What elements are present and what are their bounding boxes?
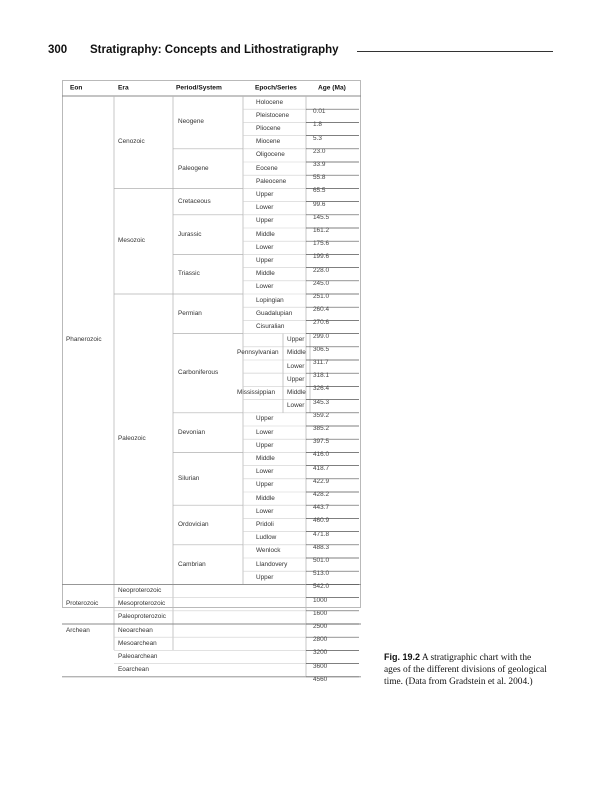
age-value: 65.5 (313, 187, 326, 195)
epoch-label: Lower (256, 243, 274, 251)
epoch-label: Miocene (256, 137, 281, 145)
epoch-label: Cisuralian (256, 322, 285, 330)
period-label: Devonian (178, 428, 206, 436)
age-value: 99.6 (313, 200, 326, 208)
era-label: Mesoproterozoic (118, 599, 166, 607)
epoch-label: Lower (256, 203, 274, 211)
epoch-label: Llandovery (256, 560, 288, 568)
age-value: 422.9 (313, 477, 329, 485)
age-value: 1000 (313, 596, 328, 604)
age-value: 385.2 (313, 424, 329, 432)
age-value: 416.0 (313, 451, 329, 459)
age-value: 33.9 (313, 160, 326, 168)
age-value: 0.01 (313, 107, 326, 115)
age-value: 428.2 (313, 490, 329, 498)
age-value: 1.8 (313, 121, 322, 129)
header-period: Period/System (176, 84, 222, 92)
period-label: Cambrian (178, 560, 206, 568)
epoch-label: Paleocene (256, 177, 287, 185)
caption-text: A stratigraphic chart with the ages of the different divisions of geological time. (Data from Gradstein et al. 2004.) (384, 653, 547, 687)
period-label: Neogene (178, 118, 204, 126)
epoch-label: Pridoli (256, 520, 274, 528)
age-value: 542.0 (313, 583, 329, 591)
age-value: 359.2 (313, 411, 329, 419)
age-value: 318.1 (313, 371, 329, 379)
epoch-label: Upper (256, 190, 274, 198)
age-value: 4560 (313, 675, 328, 683)
age-value: 2800 (313, 635, 328, 643)
epoch-label: Middle (256, 454, 275, 462)
age-value: 251.0 (313, 292, 329, 300)
subperiod-label: Mississippian (237, 388, 276, 396)
period-label: Silurian (178, 474, 200, 482)
carboniferous-series-label: Middle (287, 349, 306, 357)
epoch-label: Ludlow (256, 533, 277, 541)
eon-label: Proterozoic (66, 599, 99, 607)
era-label: Eoarchean (118, 665, 149, 673)
header-era: Era (118, 84, 129, 92)
epoch-label: Upper (256, 256, 274, 264)
period-label: Permian (178, 309, 202, 317)
eon-label: Phanerozoic (66, 335, 102, 343)
age-value: 299.0 (313, 332, 329, 340)
carboniferous-series-label: Upper (287, 335, 305, 343)
epoch-label: Lower (256, 467, 274, 475)
era-label: Neoproterozoic (118, 586, 162, 594)
epoch-label: Lower (256, 507, 274, 515)
epoch-label: Pleistocene (256, 111, 290, 119)
epoch-label: Pliocene (256, 124, 281, 132)
era-label: Paleozoic (118, 434, 146, 442)
age-value: 397.5 (313, 437, 329, 445)
era-label: Mesoarchean (118, 639, 157, 647)
age-value: 471.8 (313, 530, 329, 538)
age-value: 3200 (313, 649, 328, 657)
age-value: 260.4 (313, 305, 329, 313)
epoch-label: Upper (256, 217, 274, 225)
period-label: Carboniferous (178, 368, 219, 376)
epoch-label: Lower (256, 428, 274, 436)
epoch-label: Upper (256, 481, 274, 489)
age-value: 228.0 (313, 266, 329, 274)
epoch-label: Lower (256, 283, 274, 291)
era-label: Paleoproterozoic (118, 613, 166, 621)
age-value: 245.0 (313, 279, 329, 287)
age-value: 161.2 (313, 226, 329, 234)
age-value: 175.6 (313, 239, 329, 247)
epoch-label: Eocene (256, 164, 278, 172)
epoch-label: Wenlock (256, 547, 281, 555)
age-value: 2500 (313, 622, 328, 630)
age-value: 345.3 (313, 398, 329, 406)
figure-label: Fig. 19.2 (384, 652, 421, 662)
chapter-title: Stratigraphy: Concepts and Lithostratigraphy (90, 44, 339, 56)
age-value: 145.5 (313, 213, 329, 221)
epoch-label: Guadalupian (256, 309, 293, 317)
period-label: Triassic (178, 269, 200, 277)
age-value: 1600 (313, 609, 328, 617)
era-label: Paleoarchean (118, 652, 158, 660)
age-value: 488.3 (313, 543, 329, 551)
age-value: 199.6 (313, 253, 329, 261)
epoch-label: Middle (256, 230, 275, 238)
era-label: Neoarchean (118, 626, 153, 634)
carboniferous-series-label: Lower (287, 362, 305, 370)
epoch-label: Middle (256, 494, 275, 502)
era-label: Cenozoic (118, 137, 145, 145)
carboniferous-series-label: Upper (287, 375, 305, 383)
age-value: 23.0 (313, 147, 326, 155)
epoch-label: Middle (256, 269, 275, 277)
age-value: 311.7 (313, 358, 329, 366)
epoch-label: Upper (256, 441, 274, 449)
period-label: Ordovician (178, 520, 209, 528)
age-value: 326.4 (313, 385, 329, 393)
subperiod-label: Pennsylvanian (237, 349, 279, 357)
epoch-label: Upper (256, 573, 274, 581)
header-age: Age (Ma) (318, 84, 346, 92)
header-eon: Eon (70, 84, 83, 92)
epoch-label: Lopingian (256, 296, 284, 304)
age-value: 5.3 (313, 134, 322, 142)
eon-label: Archean (66, 626, 90, 634)
age-value: 443.7 (313, 503, 329, 511)
carboniferous-series-label: Middle (287, 388, 306, 396)
era-label: Mesozoic (118, 236, 145, 244)
period-label: Paleogene (178, 164, 209, 172)
age-value: 55.8 (313, 173, 326, 181)
age-value: 306.5 (313, 345, 329, 353)
figure-caption (384, 651, 549, 688)
epoch-label: Oligocene (256, 151, 285, 159)
epoch-label: Holocene (256, 98, 284, 106)
age-value: 501.0 (313, 556, 329, 564)
age-value: 270.6 (313, 319, 329, 327)
epoch-label: Upper (256, 415, 274, 423)
age-value: 3600 (313, 662, 328, 670)
age-value: 513.0 (313, 569, 329, 577)
period-label: Cretaceous (178, 197, 211, 205)
period-label: Jurassic (178, 230, 202, 238)
carboniferous-series-label: Lower (287, 401, 305, 409)
age-value: 460.9 (313, 517, 329, 525)
page-number: 300 (48, 44, 68, 56)
header-epoch: Epoch/Series (255, 84, 297, 92)
age-value: 418.7 (313, 464, 329, 472)
